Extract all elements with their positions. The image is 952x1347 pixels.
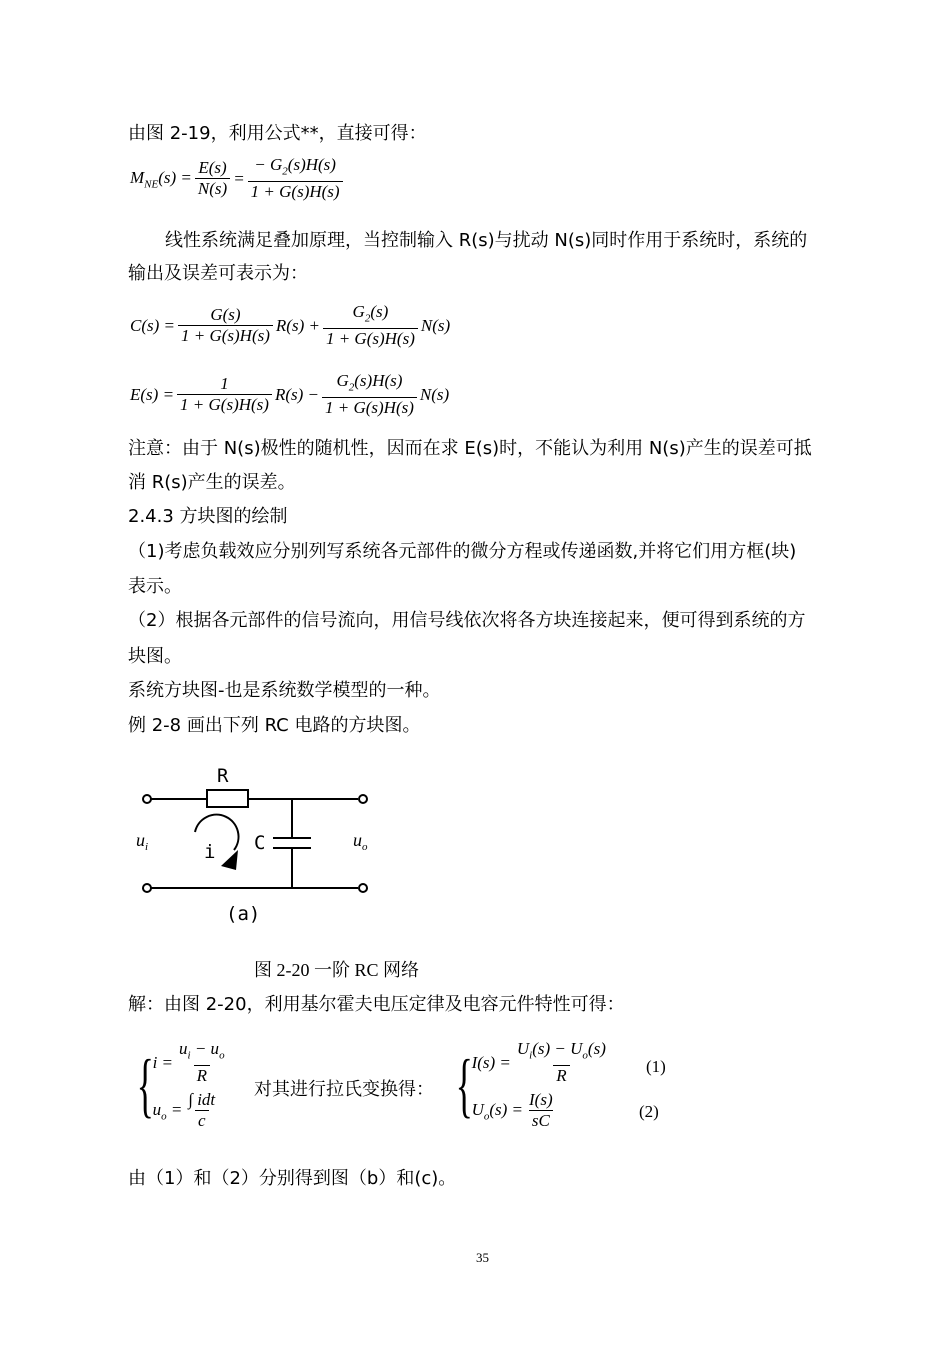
text-line-15: 由（1）和（2）分别得到图（b）和(c)。 <box>128 1168 457 1189</box>
figure-caption: 图 2-20 一阶 RC 网络 <box>254 960 420 980</box>
text-line-1: 由图 2-19，利用公式**，直接可得： <box>128 123 427 144</box>
text-line-11: 系统方块图-也是系统数学模型的一种。 <box>128 680 441 701</box>
sub-caption: (a) <box>226 903 261 925</box>
equation-system-laplace: { I(s) = $\frac{U_i(s) - U_o(s)}{R}$ $U_o(s)$ = $\frac{I(s)}{sC}$ <box>455 1039 606 1131</box>
section-heading: 2.4.3 方块图的绘制 <box>128 506 288 527</box>
text-line-3: 输出及误差可表示为： <box>128 263 308 284</box>
equation-es: E(s) = $\frac{1}{1 + G(s)H(s)}$ R(s) − $\frac{G_2(s)H(s)}{1 + G(s)H(s)}$ N(s) <box>130 371 450 418</box>
terminal-out-top <box>359 795 367 803</box>
equation-number-1: (1) <box>646 1057 666 1076</box>
capacitor-label: C <box>254 832 266 854</box>
current-label: i <box>204 841 216 863</box>
text-line-4: 注意：由于 N(s)极性的随机性，因而在求 E(s)时，不能认为利用 N(s)产生的误差可抵 <box>128 438 812 459</box>
equation-mne: $M_{NE}(s)$ = $\frac{E(s)}{N(s)}$ = $\frac{- G_2(s)H(s)}{1 + G(s)H(s)}$ <box>130 156 346 201</box>
output-voltage-label: $u_o$ <box>353 830 368 853</box>
equation-system-time: { i = $\frac{u_i - u_o}{R}$ $u_o$ = $\frac{\text{∫ idt}}{c}$ <box>136 1039 225 1131</box>
text-line-8: 表示。 <box>128 576 182 597</box>
text-line-12: 例 2-8 画出下列 RC 电路的方块图。 <box>128 715 421 736</box>
text-line-7: （1)考虑负载效应分别列写系统各元部件的微分方程或传递函数,并将它们用方框(块) <box>128 541 797 562</box>
current-loop-arc <box>195 815 238 850</box>
terminal-out-bottom <box>359 884 367 892</box>
equation-cs: C(s) = $\frac{G(s)}{1 + G(s)H(s)}$ R(s) + $\frac{G_2(s)}{1 + G(s)H(s)}$ N(s) <box>130 302 451 349</box>
text-line-10: 块图。 <box>128 646 182 667</box>
terminal-in-top <box>143 795 151 803</box>
current-arrowhead <box>221 850 238 870</box>
terminal-in-bottom <box>143 884 151 892</box>
text-line-9: （2）根据各元部件的信号流向，用信号线依次将各方块连接起来，便可得到系统的方 <box>128 610 806 631</box>
page-number: 35 <box>476 1250 489 1265</box>
input-voltage-label: $u_i$ <box>136 830 149 853</box>
text-line-2: 线性系统满足叠加原理，当控制输入 R(s)与扰动 N(s)同时作用于系统时，系统的 <box>165 230 808 251</box>
text-line-14: 对其进行拉氏变换得： <box>254 1079 434 1100</box>
resistor-symbol <box>207 790 248 807</box>
equation-number-2: (2) <box>639 1102 659 1121</box>
text-line-13: 解：由图 2-20，利用基尔霍夫电压定律及电容元件特性可得： <box>128 994 625 1015</box>
resistor-label: R <box>217 765 229 787</box>
text-line-5: 消 R(s)产生的误差。 <box>128 472 296 493</box>
